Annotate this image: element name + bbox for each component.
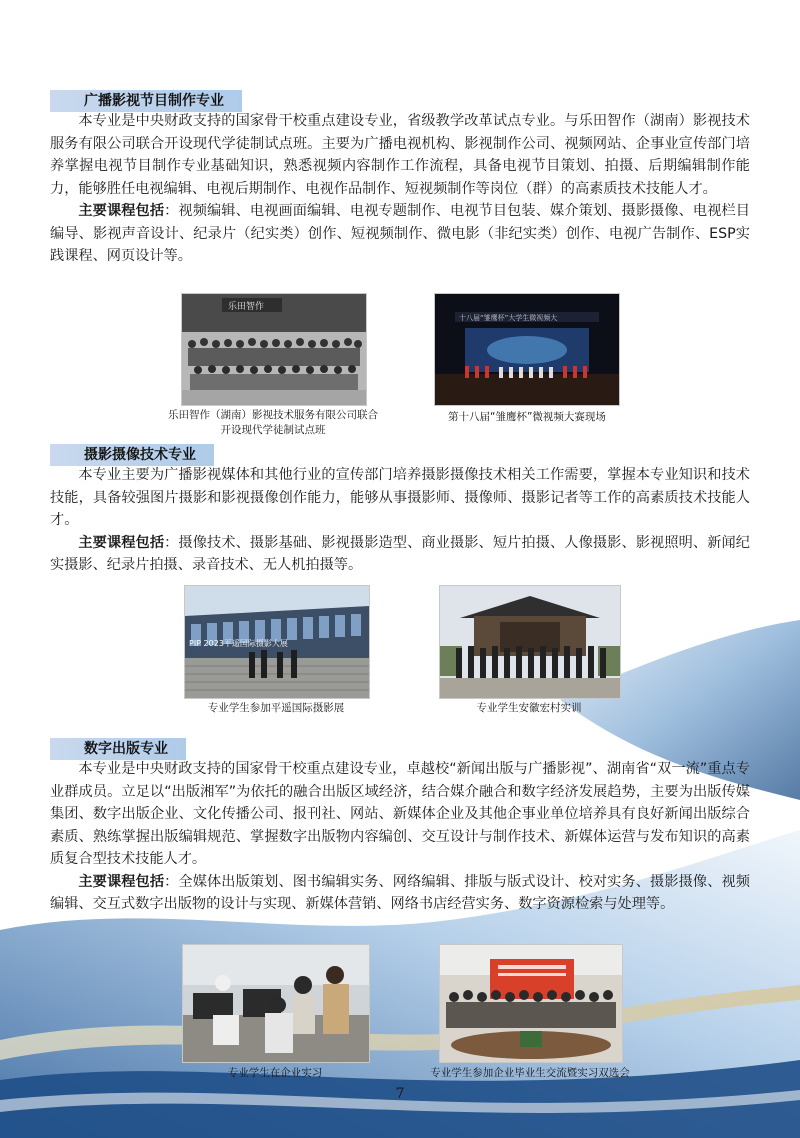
photo-sign-text: 乐田智作	[228, 302, 265, 312]
section-title-broadcast: 广播影视节目制作专业	[50, 90, 242, 112]
photo-pingyao-exhibition	[184, 585, 370, 699]
photo-eagle-cup-event	[434, 293, 620, 406]
section-body-broadcast	[50, 110, 750, 268]
courses-text: ：摄像技术、摄影基础、影视摄影造型、商业摄影、短片拍摄、人像摄影、影视照明、新闻纪实摄影、纪录片拍摄、录音技术、无人机拍摄等。	[50, 534, 750, 573]
section-title-digital-publishing: 数字出版专业	[50, 738, 186, 760]
courses-paragraph	[50, 200, 750, 268]
courses-paragraph	[50, 532, 750, 577]
photo-hongcun-training	[439, 585, 621, 699]
courses-label: 主要课程包括	[78, 203, 165, 219]
photo-apprenticeship-class	[181, 293, 367, 406]
section-body-photography	[50, 464, 750, 577]
courses-text: ：视频编辑、电视画面编辑、电视专题制作、电视节目包装、媒介策划、摄影摄像、电视栏目编导、影视声音设计、纪录片（纪实类）创作、短视频制作、微电影（非纪实类）创作、电视广告制作、ESP实践课程、网页设计等。	[50, 203, 750, 264]
section-body-digital-publishing	[50, 758, 750, 916]
section-title-photography: 摄影摄像技术专业	[50, 444, 214, 466]
intro-paragraph: 本专业主要为广播影视媒体和其他行业的宣传部门培养摄影摄像技术相关工作需要，掌握本专业知识和技术技能，具备较强图片摄影和影视摄像创作能力，能够从事摄影师、摄像师、摄影记者等工作的高素质技术技能人才。	[50, 467, 750, 528]
photo-caption-4: 专业学生安徽宏村实训	[476, 702, 582, 714]
photo-caption-5: 专业学生在企业实习	[227, 1067, 323, 1079]
photo-caption-3: 专业学生参加平遥国际摄影展	[207, 702, 345, 714]
photo-sign-text: 十八届“雏鹰杯”大学生微视频大	[459, 314, 558, 322]
photo-enterprise-internship	[182, 944, 370, 1063]
photo-sign-text: PIP 2023平遥国际摄影大展	[189, 639, 288, 648]
courses-label: 主要课程包括	[78, 873, 165, 890]
photo-caption-6: 专业学生参加企业毕业生交流暨实习双选会	[430, 1067, 630, 1079]
intro-paragraph: 本专业是中央财政支持的国家骨干校重点建设专业，卓越校“新闻出版与广播影视”、湖南省“双一流”重点专业群成员。立足以“出版湘军”为依托的融合出版区域经济，结合媒介融合和数字经济发展趋势，主要为出版传媒集团、数字出版企业、文化传播公司、报刊社、网站、新媒体企业及其他企事业单位培养具有良好新闻出版综合素质、熟练掌握出版编辑规范、掌握数字出版物内容编创、交互设计与制作技术、新媒体运营与发布知识的高素质复合型技术技能人才。	[50, 761, 750, 867]
intro-paragraph: 本专业是中央财政支持的国家骨干校重点建设专业，省级教学改革试点专业。与乐田智作（湖南）影视技术服务有限公司联合开设现代学徒制试点班。主要为广播电视机构、影视制作公司、视频网站、企事业宣传部门培养掌握电视节目制作专业基础知识，熟悉视频内容制作工作流程，具备电视节目策划、拍摄、后期编辑制作能力，能够胜任电视编辑、电视后期制作、电视作品制作、短视频制作等岗位（群）的高素质技术技能人才。	[50, 113, 750, 197]
photo-graduate-job-fair	[439, 944, 623, 1063]
courses-paragraph	[50, 871, 750, 916]
courses-label: 主要课程包括	[78, 534, 165, 551]
courses-text: ：全媒体出版策划、图书编辑实务、网络编辑、排版与版式设计、校对实务、摄影摄像、视频编辑、交互式数字出版物的设计与实现、新媒体营销、网络书店经营实务、数字资源检索与处理等。	[50, 873, 750, 912]
page-number: 7	[395, 1086, 405, 1102]
photo-caption-2: 第十八届“雏鹰杯”微视频大赛现场	[448, 411, 606, 423]
photo-caption-1: 乐田智作（湖南）影视技术服务有限公司联合开设现代学徒制试点班	[168, 409, 378, 436]
